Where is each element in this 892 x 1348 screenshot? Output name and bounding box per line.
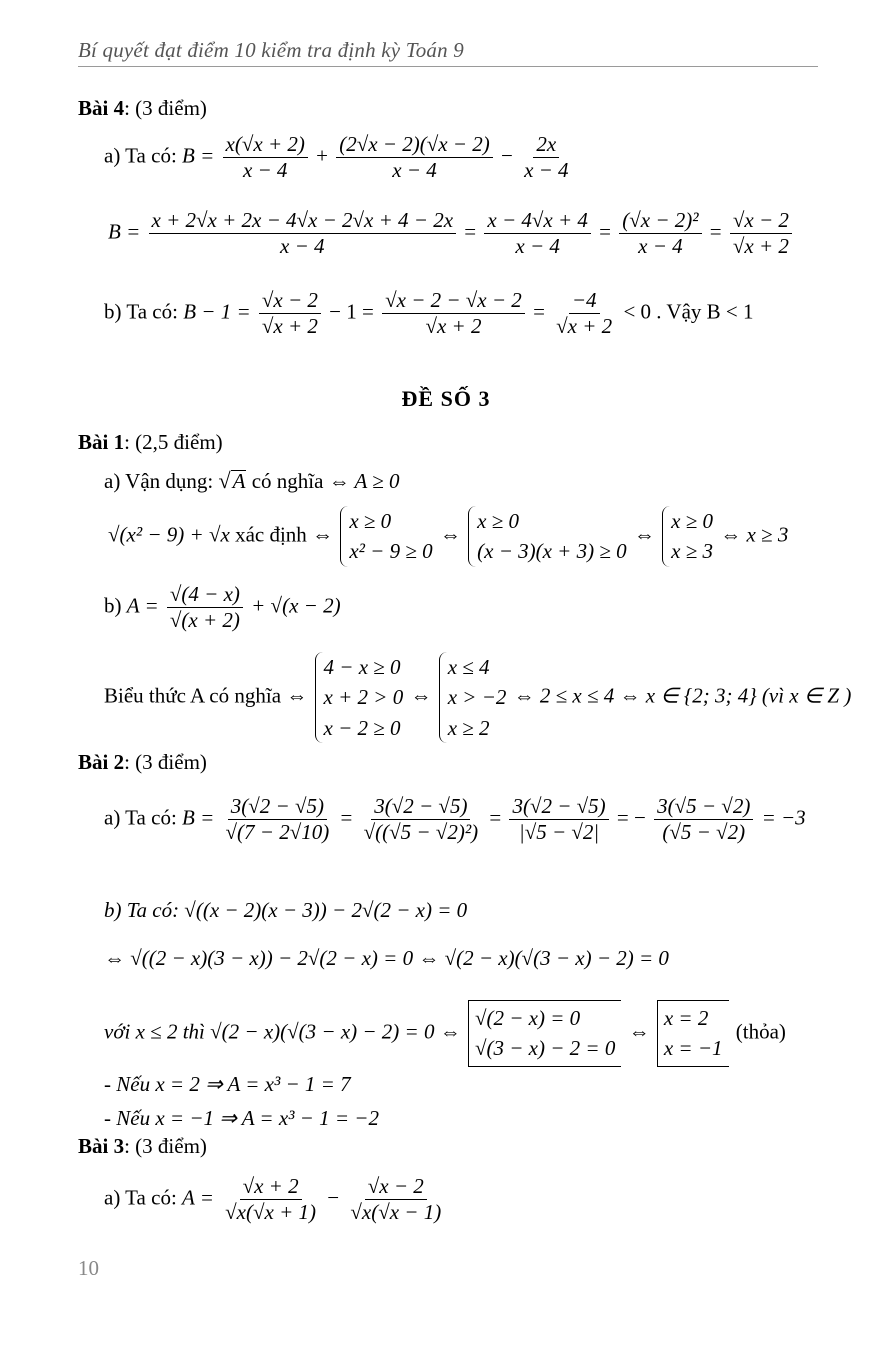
cond-result: ⇔ 2 ≤ x ≤ 4 ⇔ x ∈ {2; 3; 4} (vì x ∈ Z ) <box>513 683 852 708</box>
bai4-b-tail: < 0 . Vậy B < 1 <box>623 299 754 324</box>
numerator: √x − 2 <box>730 210 792 234</box>
numerator: √x − 2 − √x − 2 <box>382 290 525 314</box>
bai4-b-lhs: B − 1 = <box>183 299 251 324</box>
denominator: x − 4 <box>280 234 325 258</box>
bai2-a-result: = −3 <box>761 805 806 830</box>
page-number: 10 <box>78 1256 99 1280</box>
bai4-a-eq: B = <box>182 143 215 168</box>
denominator: √x(√x − 1) <box>350 1200 442 1224</box>
sys-row: x² − 9 ≥ 0 <box>349 539 433 564</box>
bai4-simplify-line: B = $\frac{x + 2√x + 2x - 4√x - 2√x + 4 - 2x}{x - 4}$ = $\frac{x - 4√x + 4}{x - 4}$ = $\frac{\text{(√x − 2)²}}{x - 4}$ = $\frac{√x - 2}{√x + 2}$ <box>108 210 795 257</box>
sys-row: x = 2 <box>663 1006 709 1030</box>
bai4-label: Bài 4 <box>78 96 125 120</box>
bai2-b-line2: ⇔ √((2 − x)(3 − x)) − 2√(2 − x) = 0 ⇔ √(2 − x)(√(3 − x) − 2) = 0 <box>104 946 669 970</box>
fraction <box>382 290 525 337</box>
denominator: x − 4 <box>638 234 683 258</box>
b-eq: B = <box>108 219 141 244</box>
numerator: 3(√2 − √5) <box>228 796 327 820</box>
bai3-a-prefix: a) Ta có: <box>104 1185 177 1210</box>
sys-row: x − 2 ≥ 0 <box>323 715 401 740</box>
numerator: (√x − 2)² <box>619 210 701 234</box>
sys-row: x ≥ 0 <box>477 509 519 533</box>
running-header: Bí quyết đạt điểm 10 kiểm tra định kỳ Toán 9 <box>78 38 464 62</box>
bai1-b-line <box>104 584 341 631</box>
bai1-points: : (2,5 điểm) <box>124 430 223 454</box>
bai1-a-tail: ⇔ A ≥ 0 <box>328 469 400 493</box>
bai2-b-line1: b) Ta có: √((x − 2)(x − 3)) − 2√(2 − x) = 0 <box>104 898 468 922</box>
fraction <box>730 210 792 257</box>
fraction <box>259 290 321 337</box>
fraction <box>619 210 701 257</box>
denominator: x − 4 <box>242 158 288 182</box>
bai1-a-line <box>104 470 400 492</box>
denominator: √((√5 − √2)²) <box>363 820 479 844</box>
bai1-b-plus: + √(x − 2) <box>251 593 341 618</box>
fraction <box>222 1176 319 1223</box>
numerator: x + 2√x + 2x − 4√x − 2√x + 4 − 2x <box>149 210 457 234</box>
fraction <box>484 210 591 257</box>
bai4-a-line: a) Ta có: B = $\frac{x(√x + 2)}{x - 4}$ + $\frac{(2√x - 2)(√x - 2)}{x - 4}$ − $\frac{2x}{x - 4}$ <box>104 134 575 181</box>
line3-mid: ⇔ <box>628 1019 650 1044</box>
bai4-b-line: b) Ta có: B − 1 = $\frac{√x - 2}{√x + 2}$ − 1 = $\frac{√x - 2 - √x - 2}{√x + 2}$ = $\frac{-4}{√x + 2}$ < 0 . Vậy B < 1 <box>104 288 754 338</box>
bai3-a-eq: A = <box>182 1185 214 1210</box>
numerator: x(√x + 2) <box>223 134 308 158</box>
bai2-heading <box>78 752 207 773</box>
fraction <box>521 134 572 181</box>
bracket-set-2 <box>657 1000 729 1067</box>
system-3 <box>662 506 713 567</box>
numerator: √x − 2 <box>259 290 321 314</box>
denominator: √x + 2 <box>732 234 789 258</box>
numerator: √(4 − x) <box>167 584 243 608</box>
bai3-label: Bài 3 <box>78 1134 125 1158</box>
fraction <box>509 796 608 843</box>
bai3-a-line: a) Ta có: A = $\frac{√x + 2}{√x(√x + 1)}$ − $\frac{√x - 2}{√x(√x - 1)}$ <box>104 1176 447 1223</box>
fraction <box>167 584 243 631</box>
system-1 <box>340 506 432 567</box>
fraction <box>347 1176 444 1223</box>
sys-row: x = −1 <box>663 1036 723 1061</box>
bai2-label: Bài 2 <box>78 750 125 774</box>
numerator: √x − 2 <box>365 1176 427 1200</box>
domain-result: ⇔ x ≥ 3 <box>720 522 789 547</box>
sys-row: √(2 − x) = 0 <box>474 1006 581 1030</box>
denominator: x − 4 <box>392 158 437 182</box>
bracket-set-1 <box>468 1000 621 1067</box>
bai2-a-prefix: a) Ta có: <box>104 805 177 830</box>
numerator: √x + 2 <box>240 1176 302 1200</box>
fraction <box>223 134 308 181</box>
denominator: √x(√x + 1) <box>225 1200 317 1224</box>
denominator: (√5 − √2) <box>662 820 746 844</box>
numerator: 2x <box>533 134 559 158</box>
fraction <box>361 796 482 843</box>
bai1-b-eq: A = <box>126 593 159 618</box>
case-1: - Nếu x = 2 ⇒ A = x³ − 1 = 7 <box>104 1072 351 1096</box>
bai2-a-line: a) Ta có: B = $\frac{3(√2 - √5)}{√(7 - 2√10)}$ = $\frac{3(√2 - √5)}{\text{√((√5 − √2)²)}}$ = $\frac{3(√2 - √5)}{|√5 - √2|}$ = − $\frac{3(√5 - √2)}{(√5 - √2)}$ = −3 <box>104 794 806 844</box>
header-divider <box>78 66 818 67</box>
domain-text: xác định ⇔ <box>235 522 334 547</box>
fraction <box>149 210 457 257</box>
numerator: x − 4√x + 4 <box>484 210 591 234</box>
sys-row: x ≥ 0 <box>671 509 713 533</box>
fraction <box>336 134 493 181</box>
bai2-a-eq: B = <box>182 805 215 830</box>
denominator: √(7 − 2√10) <box>225 820 330 844</box>
denominator: |√5 − √2| <box>518 820 600 844</box>
fraction <box>223 796 333 843</box>
cond-text: Biểu thức A có nghĩa ⇔ <box>104 683 308 708</box>
bai2-points: : (3 điểm) <box>124 750 207 774</box>
denominator: x − 4 <box>524 158 569 182</box>
numerator: 3(√5 − √2) <box>654 796 753 820</box>
minus-one: − 1 = <box>329 299 374 324</box>
bai1-condition-line: Biểu thức A có nghĩa ⇔ 4 − x ≥ 0 x + 2 > 0 x − 2 ≥ 0 ⇔ x ≤ 4 x > −2 x ≥ 2 ⇔ 2 ≤ x ≤ 4 ⇔ x ∈ {2; 3; 4} (vì x ∈ Z ) <box>104 652 851 743</box>
fraction <box>553 290 615 337</box>
bai1-domain-line: √(x² − 9) + √x xác định ⇔ x ≥ 0 x² − 9 ≥ 0 ⇔ x ≥ 0 (x − 3)(x + 3) ≥ 0 ⇔ x ≥ 0 x ≥ 3 ⇔ x ≥ 3 <box>108 506 788 567</box>
sys-row: 4 − x ≥ 0 <box>323 655 401 679</box>
bai1-heading <box>78 432 223 453</box>
sys-row: x > −2 <box>447 685 507 710</box>
denominator: x − 4 <box>515 234 560 258</box>
system-4 <box>315 652 404 743</box>
denominator: √(x + 2) <box>169 608 240 632</box>
sys-row: x ≥ 0 <box>349 509 392 533</box>
domain-expr: √(x² − 9) + √x <box>108 522 230 547</box>
bai4-b-prefix: b) Ta có: <box>104 299 178 324</box>
numerator: 3(√2 − √5) <box>371 796 470 820</box>
bai4-a-prefix: a) Ta có: <box>104 143 177 168</box>
sys-row: √(3 − x) − 2 = 0 <box>474 1036 616 1061</box>
sys-row: x ≥ 3 <box>671 539 713 564</box>
system-2 <box>468 506 626 567</box>
bai4-points: : (3 điểm) <box>124 96 207 120</box>
bai1-b-prefix: b) <box>104 593 122 618</box>
line3-tail: (thỏa) <box>735 1019 786 1044</box>
bai2-b-line3 <box>104 1000 786 1067</box>
sys-row: x + 2 > 0 <box>323 685 404 710</box>
bai1-a-text: a) Vận dụng: <box>104 469 214 493</box>
bai3-heading <box>78 1136 207 1157</box>
denominator: √x + 2 <box>556 314 613 338</box>
section-title: ĐỀ SỐ 3 <box>401 386 491 411</box>
sys-row: x ≤ 4 <box>447 655 490 679</box>
numerator: 3(√2 − √5) <box>509 796 608 820</box>
case-2: - Nếu x = −1 ⇒ A = x³ − 1 = −2 <box>104 1106 379 1130</box>
denominator: √x + 2 <box>261 314 318 338</box>
system-5 <box>439 652 507 743</box>
line3-a: với x ≤ 2 thì √(2 − x)(√(3 − x) − 2) = 0 ⇔ <box>104 1019 461 1044</box>
sqrt-arg: A <box>232 469 246 494</box>
bai1-label: Bài 1 <box>78 430 125 454</box>
numerator: (2√x − 2)(√x − 2) <box>336 134 493 158</box>
fraction <box>654 796 753 843</box>
denominator: √x + 2 <box>425 314 482 338</box>
bai1-a-mid: có nghĩa <box>251 469 324 493</box>
sys-row: (x − 3)(x + 3) ≥ 0 <box>477 539 627 564</box>
numerator: −4 <box>569 290 600 314</box>
bai4-heading <box>78 98 207 119</box>
bai3-points: : (3 điểm) <box>124 1134 207 1158</box>
sqrt-A: √ A <box>218 468 246 494</box>
sys-row: x ≥ 2 <box>447 715 490 740</box>
